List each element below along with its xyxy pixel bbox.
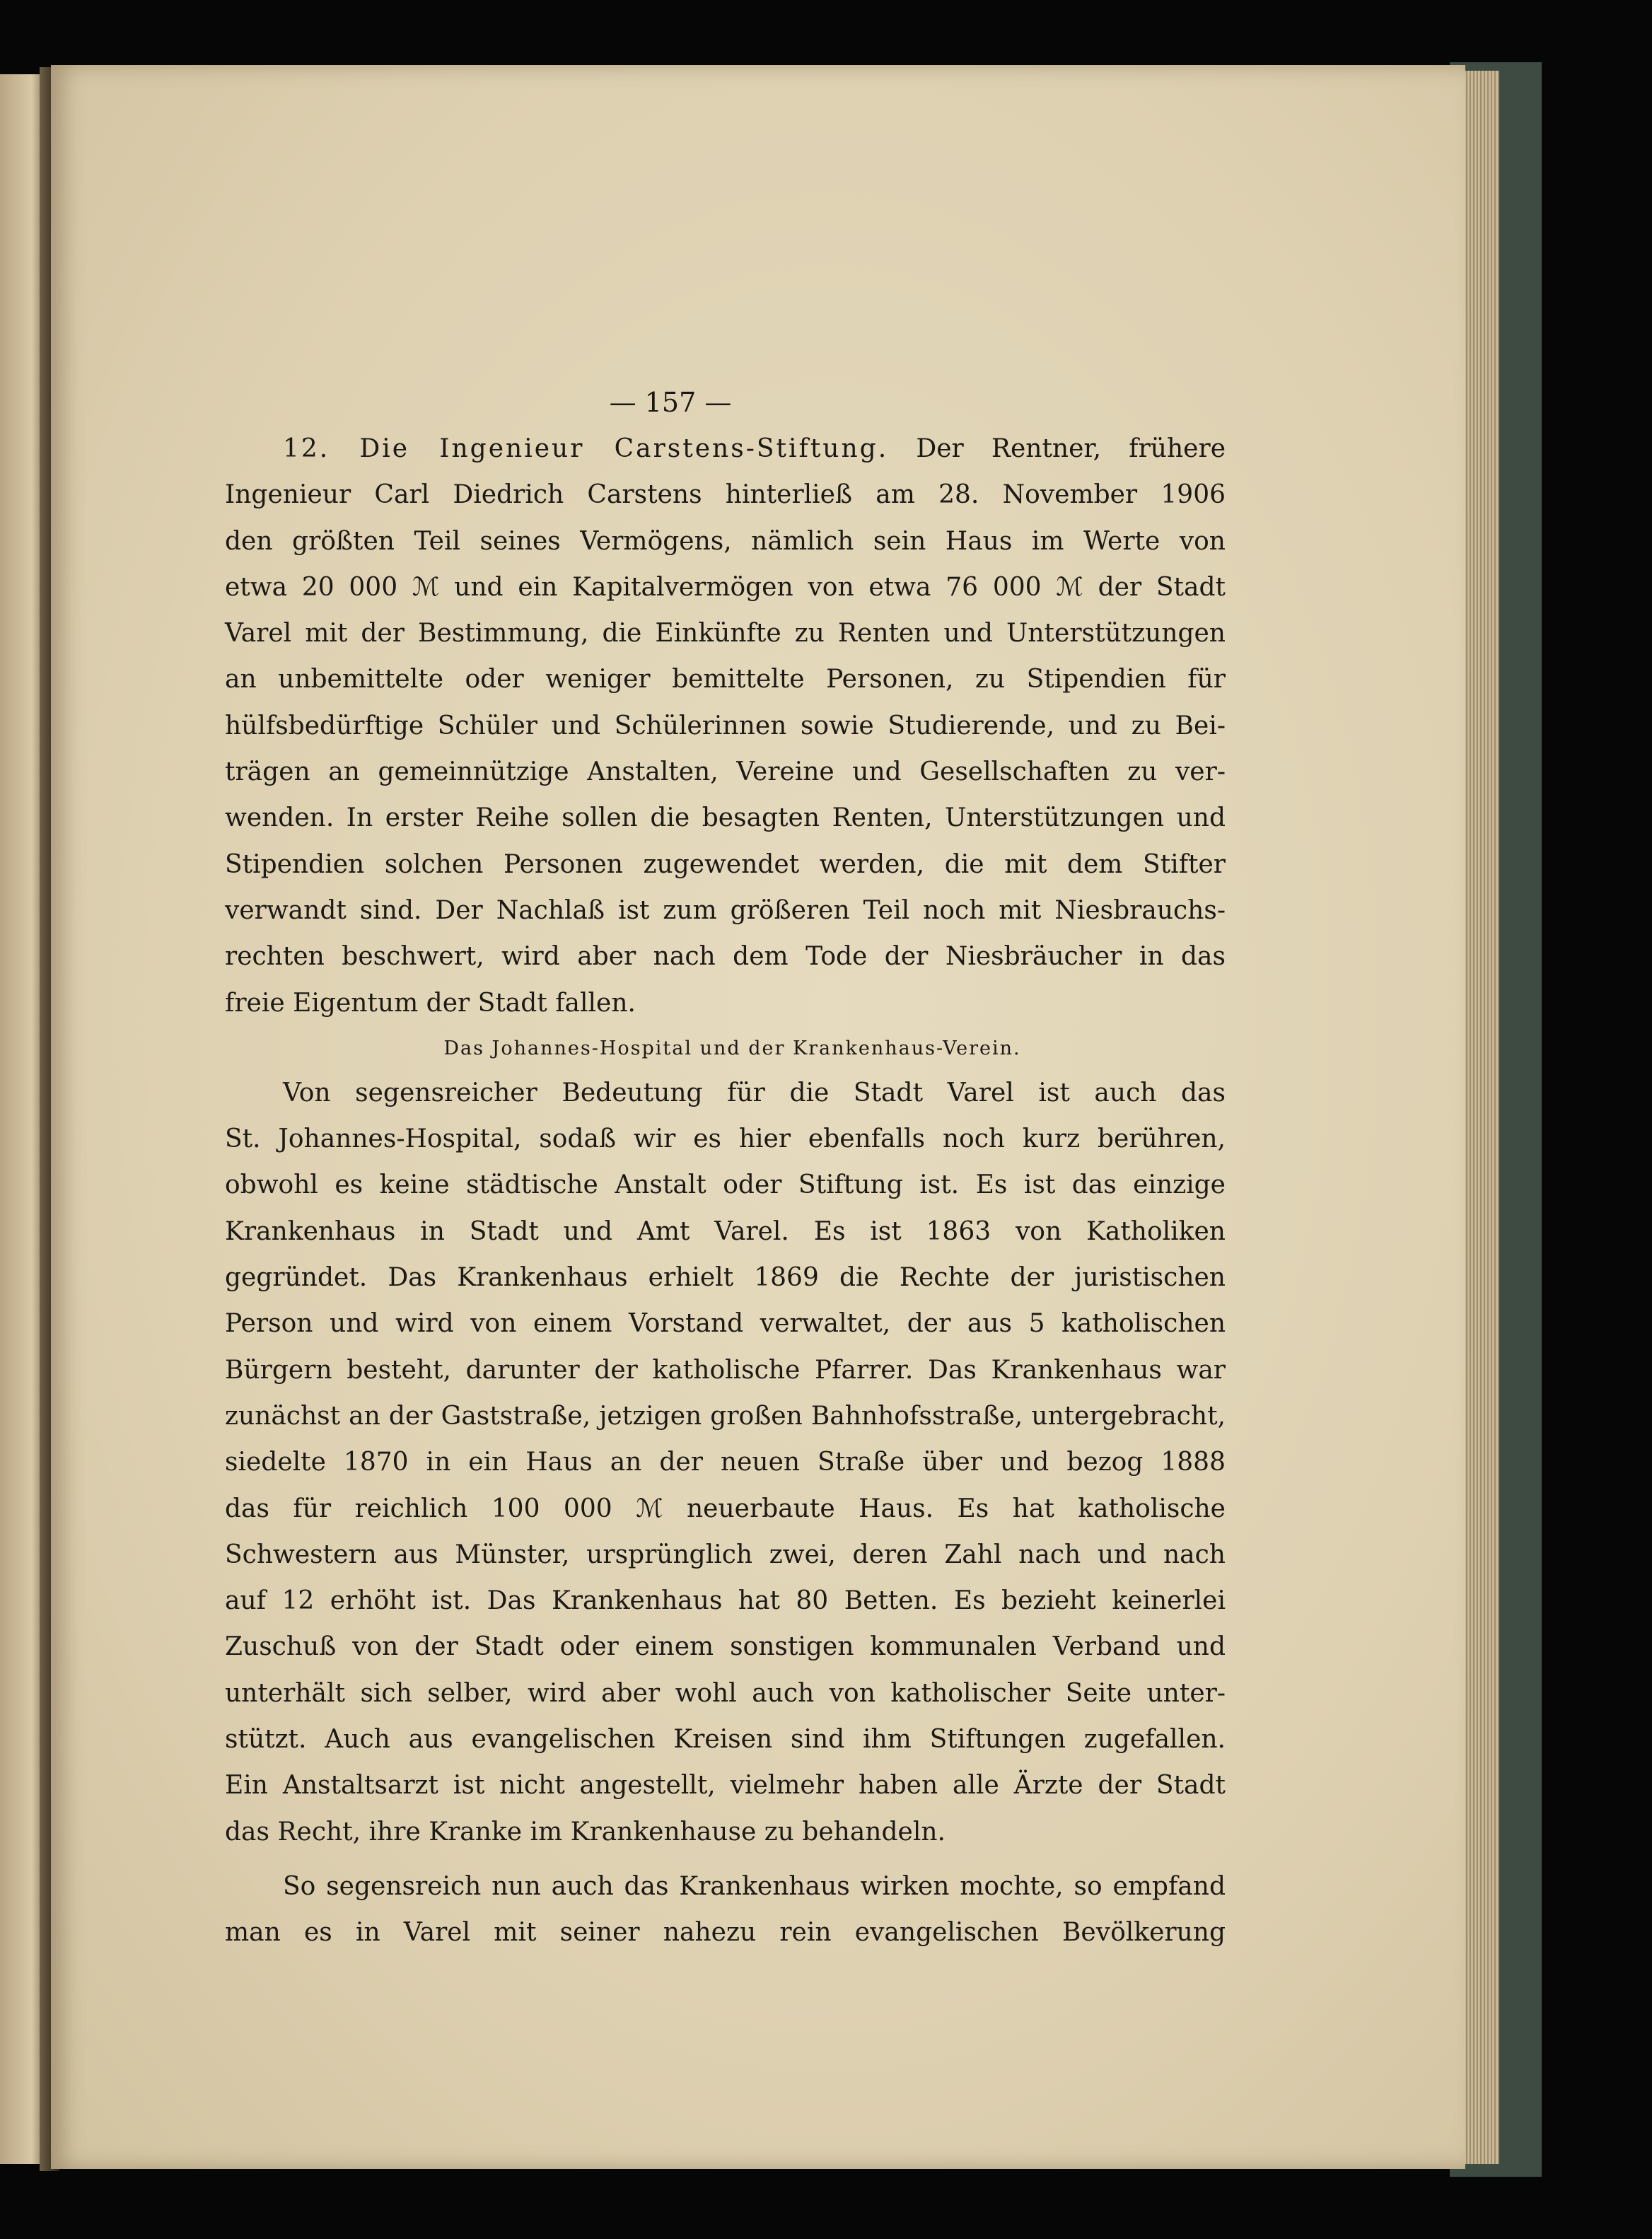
section-line: trägen an gemeinnützige Anstalten, Vereine und Gesellschaften zu ver- [225, 757, 1226, 787]
paragraph-line: Zuschuß von der Stadt oder einem sonstigen kommunalen Verband und [225, 1632, 1226, 1662]
hospital-heading: Das Johannes-Hospital und der Krankenhaus-Verein. [443, 1037, 1021, 1059]
section-line [225, 426, 1226, 472]
section-line: hülfsbedürftige Schüler und Schülerinnen sowie Studierende, und zu Bei- [225, 711, 1226, 740]
paragraph-line: Krankenhaus in Stadt und Amt Varel. Es ist 1863 von Katholiken [225, 1216, 1226, 1246]
section-line: den größten Teil seines Vermögens, nämlich sein Haus im Werte von [225, 526, 1226, 556]
paragraph-line: Schwestern aus Münster, ursprünglich zwei, deren Zahl nach und nach [225, 1540, 1226, 1569]
page-text [225, 426, 1226, 1956]
section-line: rechten beschwert, wird aber nach dem Tode der Niesbräucher in das [225, 942, 1226, 972]
paragraph-line: das für reichlich 100 000 ℳ neuerbaute Haus. Es hat katholische [225, 1494, 1226, 1523]
paragraph-line: siedelte 1870 in ein Haus an der neuen Straße über und bezog 1888 [225, 1448, 1226, 1477]
paragraph-line: Von segensreicher Bedeutung für die Stadt Varel ist auch das [283, 1078, 1226, 1107]
section-line: freie Eigentum der Stadt fallen. [225, 988, 636, 1018]
section-line: etwa 20 000 ℳ und ein Kapitalvermögen von etwa 76 000 ℳ der Stadt [225, 572, 1226, 602]
paragraph-line: das Recht, ihre Kranke im Krankenhause zu behandeln. [225, 1817, 946, 1847]
paragraph-line: man es in Varel mit seiner nahezu rein evangelischen Bevölkerung [225, 1918, 1226, 1948]
paragraph-line: So segensreich nun auch das Krankenhaus wirken mochte, so empfand [283, 1871, 1226, 1901]
section-line: wenden. In erster Reihe sollen die besagten Renten, Unterstützungen und [225, 803, 1226, 833]
paragraph-line: stützt. Auch aus evangelischen Kreisen sind ihm Stiftungen zugefallen. [225, 1725, 1226, 1755]
paragraph-line: Ein Anstaltsarzt ist nicht angestellt, vielmehr haben alle Ärzte der Stadt [225, 1771, 1226, 1801]
section-line-rest: Der Rentner, frühere [916, 434, 1226, 463]
paragraph-line: zunächst an der Gaststraße, jetzigen großen Bahnhofsstraße, untergebracht, [225, 1401, 1226, 1431]
page-number: — 157 — [609, 387, 732, 418]
section-line: Varel mit der Bestimmung, die Einkünfte zu Renten und Unterstützungen [225, 619, 1226, 649]
paragraph-line: obwohl es keine städtische Anstalt oder Stiftung ist. Es ist das einzige [225, 1170, 1226, 1200]
book-page [51, 65, 1465, 2169]
section-line: Stipendien solchen Personen zugewendet werden, die mit dem Stifter [225, 849, 1226, 879]
paragraph-line: gegründet. Das Krankenhaus erhielt 1869 die Rechte der juristischen [225, 1263, 1226, 1293]
section-line: verwandt sind. Der Nachlaß ist zum größeren Teil noch mit Niesbrauchs- [225, 895, 1226, 925]
paragraph-gap [225, 1855, 1226, 1863]
section-line: an unbemittelte oder weniger bemittelte Personen, zu Stipendien für [225, 665, 1226, 694]
section-line: Ingenieur Carl Diedrich Carstens hinterließ am 28. November 1906 [225, 480, 1226, 510]
paragraph-line: unterhält sich selber, wird aber wohl auch von katholischer Seite unter- [225, 1678, 1226, 1708]
paragraph-line: Bürgern besteht, darunter der katholische Pfarrer. Das Krankenhaus war [225, 1355, 1226, 1385]
paragraph-line: St. Johannes-Hospital, sodaß wir es hier ebenfalls noch kurz berühren, [225, 1124, 1226, 1154]
section-heading: 12. Die Ingenieur Carstens-Stiftung. [283, 434, 889, 463]
paragraph-line: Person und wird von einem Vorstand verwaltet, der aus 5 katholischen [225, 1309, 1226, 1339]
paragraph-line: auf 12 erhöht ist. Das Krankenhaus hat 80 Betten. Es bezieht keinerlei [225, 1586, 1226, 1616]
